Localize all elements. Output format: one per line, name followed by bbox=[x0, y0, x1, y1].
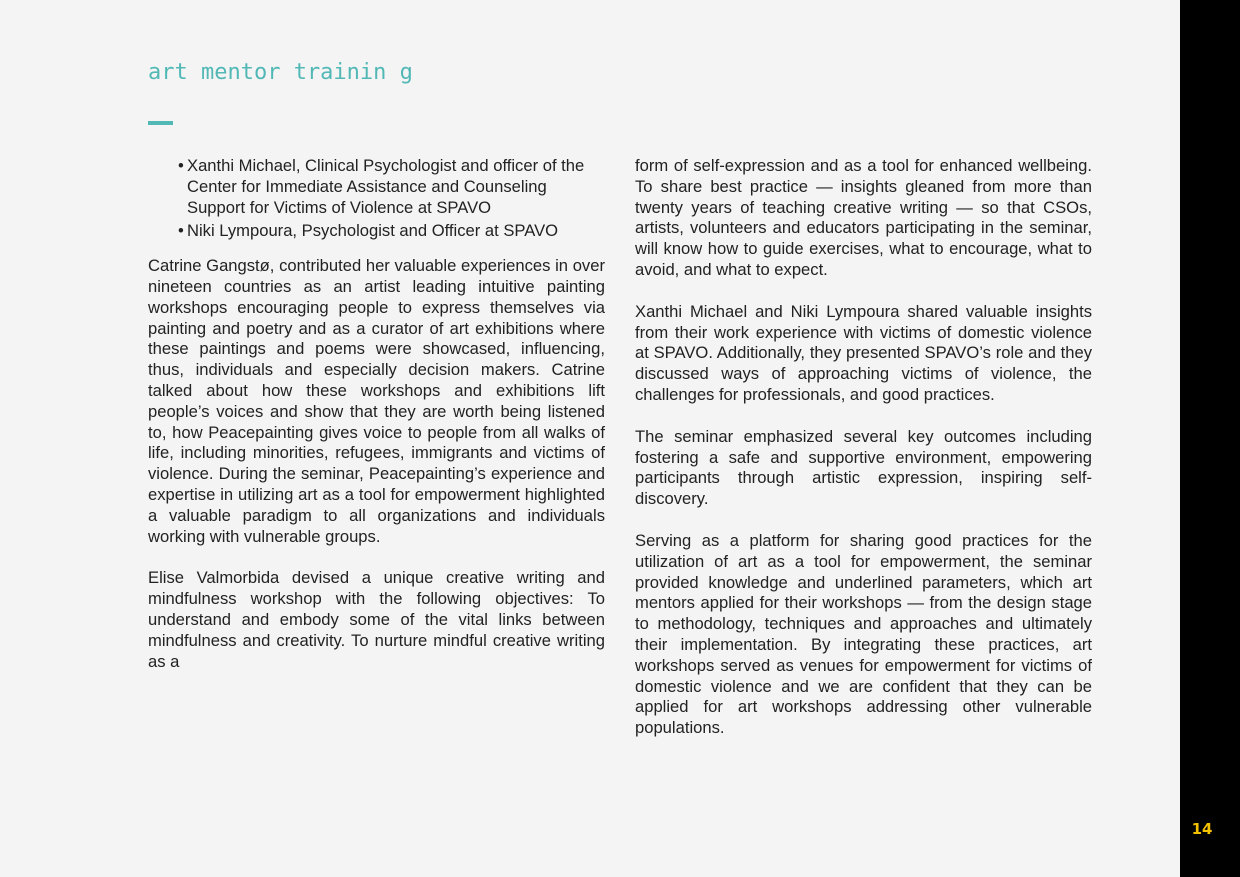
left-column bbox=[148, 156, 605, 672]
bullet-icon: • bbox=[178, 221, 184, 241]
paragraph-catrine: Catrine Gangstø, contributed her valuable experiences in over nineteen countries as an artist leading intuitive painting workshops encouraging people to express themselves via painting and poetry and as a curator of art exhibitions where these paintings and poems were showcased, influencing, thus, individuals and especially decision makers. Catrine talked about how these workshops and exhibitions lift people’s voices and show that they are worth being listened to, how Peacepainting gives voice to people from all walks of life, including minorities, refugees, immigrants and victims of violence. During the seminar, Peacepainting’s experience and expertise in utilizing art as a tool for empowerment highlighted a valuable paradigm to all organizations and individuals working with vulnerable groups. bbox=[148, 256, 605, 546]
paragraph-self-expression: form of self-expression and as a tool for enhanced wellbeing. To share best practice — insights gleaned from more than twenty years of teaching creative writing — so that CSOs, artists, volunteers and educators participating in the seminar, will know how to guide exercises, what to encourage, what to avoid, and what to expect. bbox=[635, 156, 1092, 279]
paragraph-outcomes: The seminar emphasized several key outcomes including fostering a safe and supportive environment, empowering participants through artistic expression, inspiring self-discovery. bbox=[635, 426, 1092, 509]
bullet-icon: • bbox=[178, 156, 184, 175]
paragraph-platform: Serving as a platform for sharing good practices for the utilization of art as a tool for empowerment, the seminar provided knowledge and underlined parameters, which art mentors applied for their workshops — from the design stage to methodology, techniques and approaches and ultimately their implementation. By integrating these practices, art workshops served as venues for empowerment for victims of domestic violence and we are confident that they can be applied for art workshops addressing other vulnerable populations. bbox=[635, 530, 1092, 738]
paragraph-elise: Elise Valmorbida devised a unique creative writing and mindfulness workshop with the following objectives: To understand and embody some of the vital links between mindfulness and creativity. To nurture mindful creative writing as a bbox=[148, 568, 605, 671]
section-title: art mentor trainin g bbox=[148, 60, 413, 85]
speaker-list bbox=[148, 156, 605, 242]
page-number: 14 bbox=[1191, 820, 1213, 838]
right-column bbox=[635, 156, 1092, 739]
title-underline bbox=[148, 121, 173, 125]
list-item-text: Xanthi Michael, Clinical Psychologist and officer of the Center for Immediate Assistance and Counseling Support for Victims of Violence at SPAVO bbox=[187, 156, 585, 217]
side-bar bbox=[1180, 0, 1240, 877]
list-item bbox=[178, 221, 605, 242]
paragraph-spavo: Xanthi Michael and Niki Lympoura shared valuable insights from their work experience with victims of domestic violence at SPAVO. Additionally, they presented SPAVO’s role and they discussed ways of approaching victims of violence, the challenges for professionals, and good practices. bbox=[635, 301, 1092, 404]
list-item-text: Niki Lympoura, Psychologist and Officer at SPAVO bbox=[187, 221, 559, 241]
list-item bbox=[178, 156, 605, 218]
